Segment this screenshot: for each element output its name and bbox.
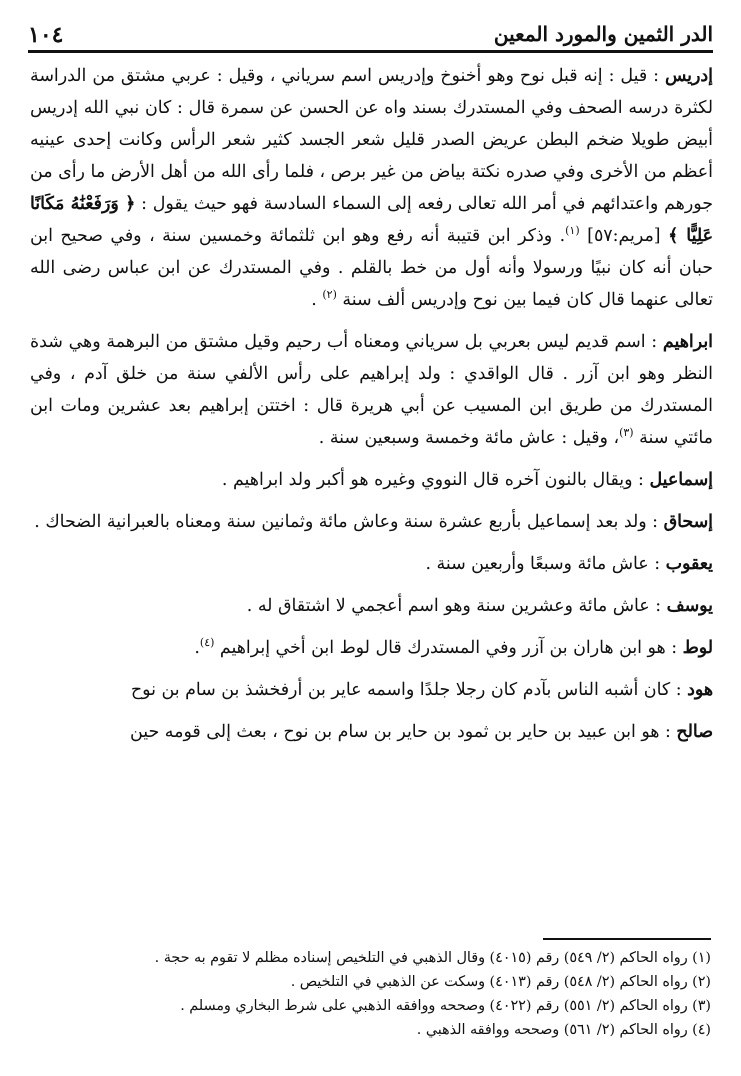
footnote-marker: (٤) (199, 636, 215, 650)
entry-salih (30, 716, 713, 748)
entry-text: عاش مائة وسبعًا وأربعين سنة . (425, 554, 649, 574)
entry-separator: : (648, 554, 666, 574)
entry-separator: : (632, 470, 650, 490)
entry-separator: : (659, 722, 677, 742)
footnotes-divider (543, 938, 711, 940)
entry-term: يعقوب (665, 554, 713, 574)
entry-term: لوط (682, 638, 713, 658)
entry-term: إسحاق (663, 512, 713, 532)
quran-verse: ﴿ وَرَفَعْنَٰهُ مَكَانًا عَلِيًّا ﴾ (30, 194, 713, 246)
entry-term: ابراهيم (662, 332, 713, 352)
footnote-3: (٣) رواه الحاكم (٢/ ٥٥١) رقم (٤٠٢٢) وصححه ووافقه الذهبي على شرط البخاري ومسلم . (180, 998, 711, 1014)
footnote-2: (٢) رواه الحاكم (٢/ ٥٤٨) رقم (٤٠١٣) وسكت عن الذهبي في التلخيص . (290, 974, 711, 990)
entry-text: كان أشبه الناس بآدم كان رجلا جلدًا واسمه عاير بن أرفخشذ بن سام بن نوح (130, 680, 671, 700)
entry-text: اسم قديم ليس بعربي بل سرياني ومعناه أب رحيم وقيل مشتق من البرهمة وهي شدة النظر وهو ابن آزر . قال الواقدي : ولد إبراهيم على رأس الألفي سنة من خلق آدم ، وفي المستدرك من طريق ابن المسيب عن أبي هريرة قال : اختتن إبراهيم بعد عشرين ومات ابن مائتي سنة (30, 332, 713, 448)
entry-separator: : (647, 66, 665, 86)
entry-separator: : (646, 512, 664, 532)
entry-term: يوسف (666, 596, 713, 616)
page-number: ١٠٤ (28, 22, 64, 48)
footnotes (30, 946, 711, 1042)
entry-term: صالح (676, 722, 713, 742)
entry-text: عاش مائة وعشرين سنة وهو اسم أعجمي لا اشتقاق له . (246, 596, 650, 616)
entry-term: إسماعيل (649, 470, 713, 490)
main-text (30, 60, 713, 758)
footnote-marker: (٣) (619, 426, 634, 440)
entry-term: هود (687, 680, 713, 700)
entry-text-continued: . وذكر ابن قتيبة أنه رفع وهو ابن ثلثمائة وخمسين سنة ، وفي صحيح ابن حبان أنه كان نبيًا ورسولا وأنه أول من خط بالقلم . وفي المستدرك عن ابن عباس رضى الله تعالى عنهما قال كان فيما بين نوح وإدريس ألف سنة (30, 226, 713, 310)
footnote-1: (١) رواه الحاكم (٢/ ٥٤٩) رقم (٤٠١٥) وقال الذهبي في التلخيص إسناده مظلم لا تقوم به حجة . (154, 950, 711, 966)
entry-separator: : (645, 332, 663, 352)
book-title: الدر الثمين والمورد المعين (493, 22, 713, 46)
footnote-marker: (١) (565, 224, 580, 238)
footnote-4: (٤) رواه الحاكم (٢/ ٥٦١) وصححه ووافقه الذهبي . (416, 1022, 711, 1038)
entry-separator: : (665, 638, 683, 658)
entry-end: . (311, 290, 323, 310)
verse-reference: [مريم:٥٧] (579, 226, 669, 246)
entry-ibrahim (30, 326, 713, 454)
entry-term: إدريس (665, 66, 713, 86)
entry-hud (30, 674, 713, 706)
entry-end: ، وقيل : عاش مائة وخمسة وسبعين سنة . (318, 428, 620, 448)
entry-text: هو ابن عبيد بن حاير بن ثمود بن حاير بن سام بن نوح ، بعث إلى قومه حين (130, 722, 660, 742)
entry-yaqub (30, 548, 713, 580)
entry-ismail (30, 464, 713, 496)
entry-ishaq (30, 506, 713, 538)
entry-text: ولد بعد إسماعيل بأربع عشرة سنة وعاش مائة وثمانين سنة ومعناه بالعبرانية الضحاك . (34, 512, 647, 532)
entry-text: ويقال بالنون آخره قال النووي وغيره هو أكبر ولد ابراهيم . (221, 470, 633, 490)
footnote-marker: (٢) (322, 288, 337, 302)
entry-text: هو ابن هاران بن آزر وفي المستدرك قال لوط ابن أخي إبراهيم (214, 638, 666, 658)
entry-separator: : (670, 680, 688, 700)
entry-yusuf (30, 590, 713, 622)
entry-end: . (194, 638, 200, 658)
entry-idris (30, 60, 713, 316)
entry-separator: : (649, 596, 667, 616)
entry-text: قيل : إنه قبل نوح وهو أخنوخ وإدريس اسم سرياني ، وقيل : عربي مشتق من الدراسة لكثرة درسه الصحف وفي المستدرك بسند واه عن الحسن عن سمرة قال : كان نبي الله إدريس أبيض طويلا ضخم البطن عريض الصدر قليل شعر الجسد كثير شعر الرأس وكانت إحدى عينيه أعظم من الأخرى وفي صدره نكتة بياض من غير برص ، فلما رأى الله من أهل الأرض ما رأى من جورهم واعتدائهم في أمر الله تعالى رفعه إلى السماء السادسة فهو حيث يقول : (30, 66, 713, 214)
page-header (28, 14, 713, 53)
entry-lut (30, 632, 713, 664)
